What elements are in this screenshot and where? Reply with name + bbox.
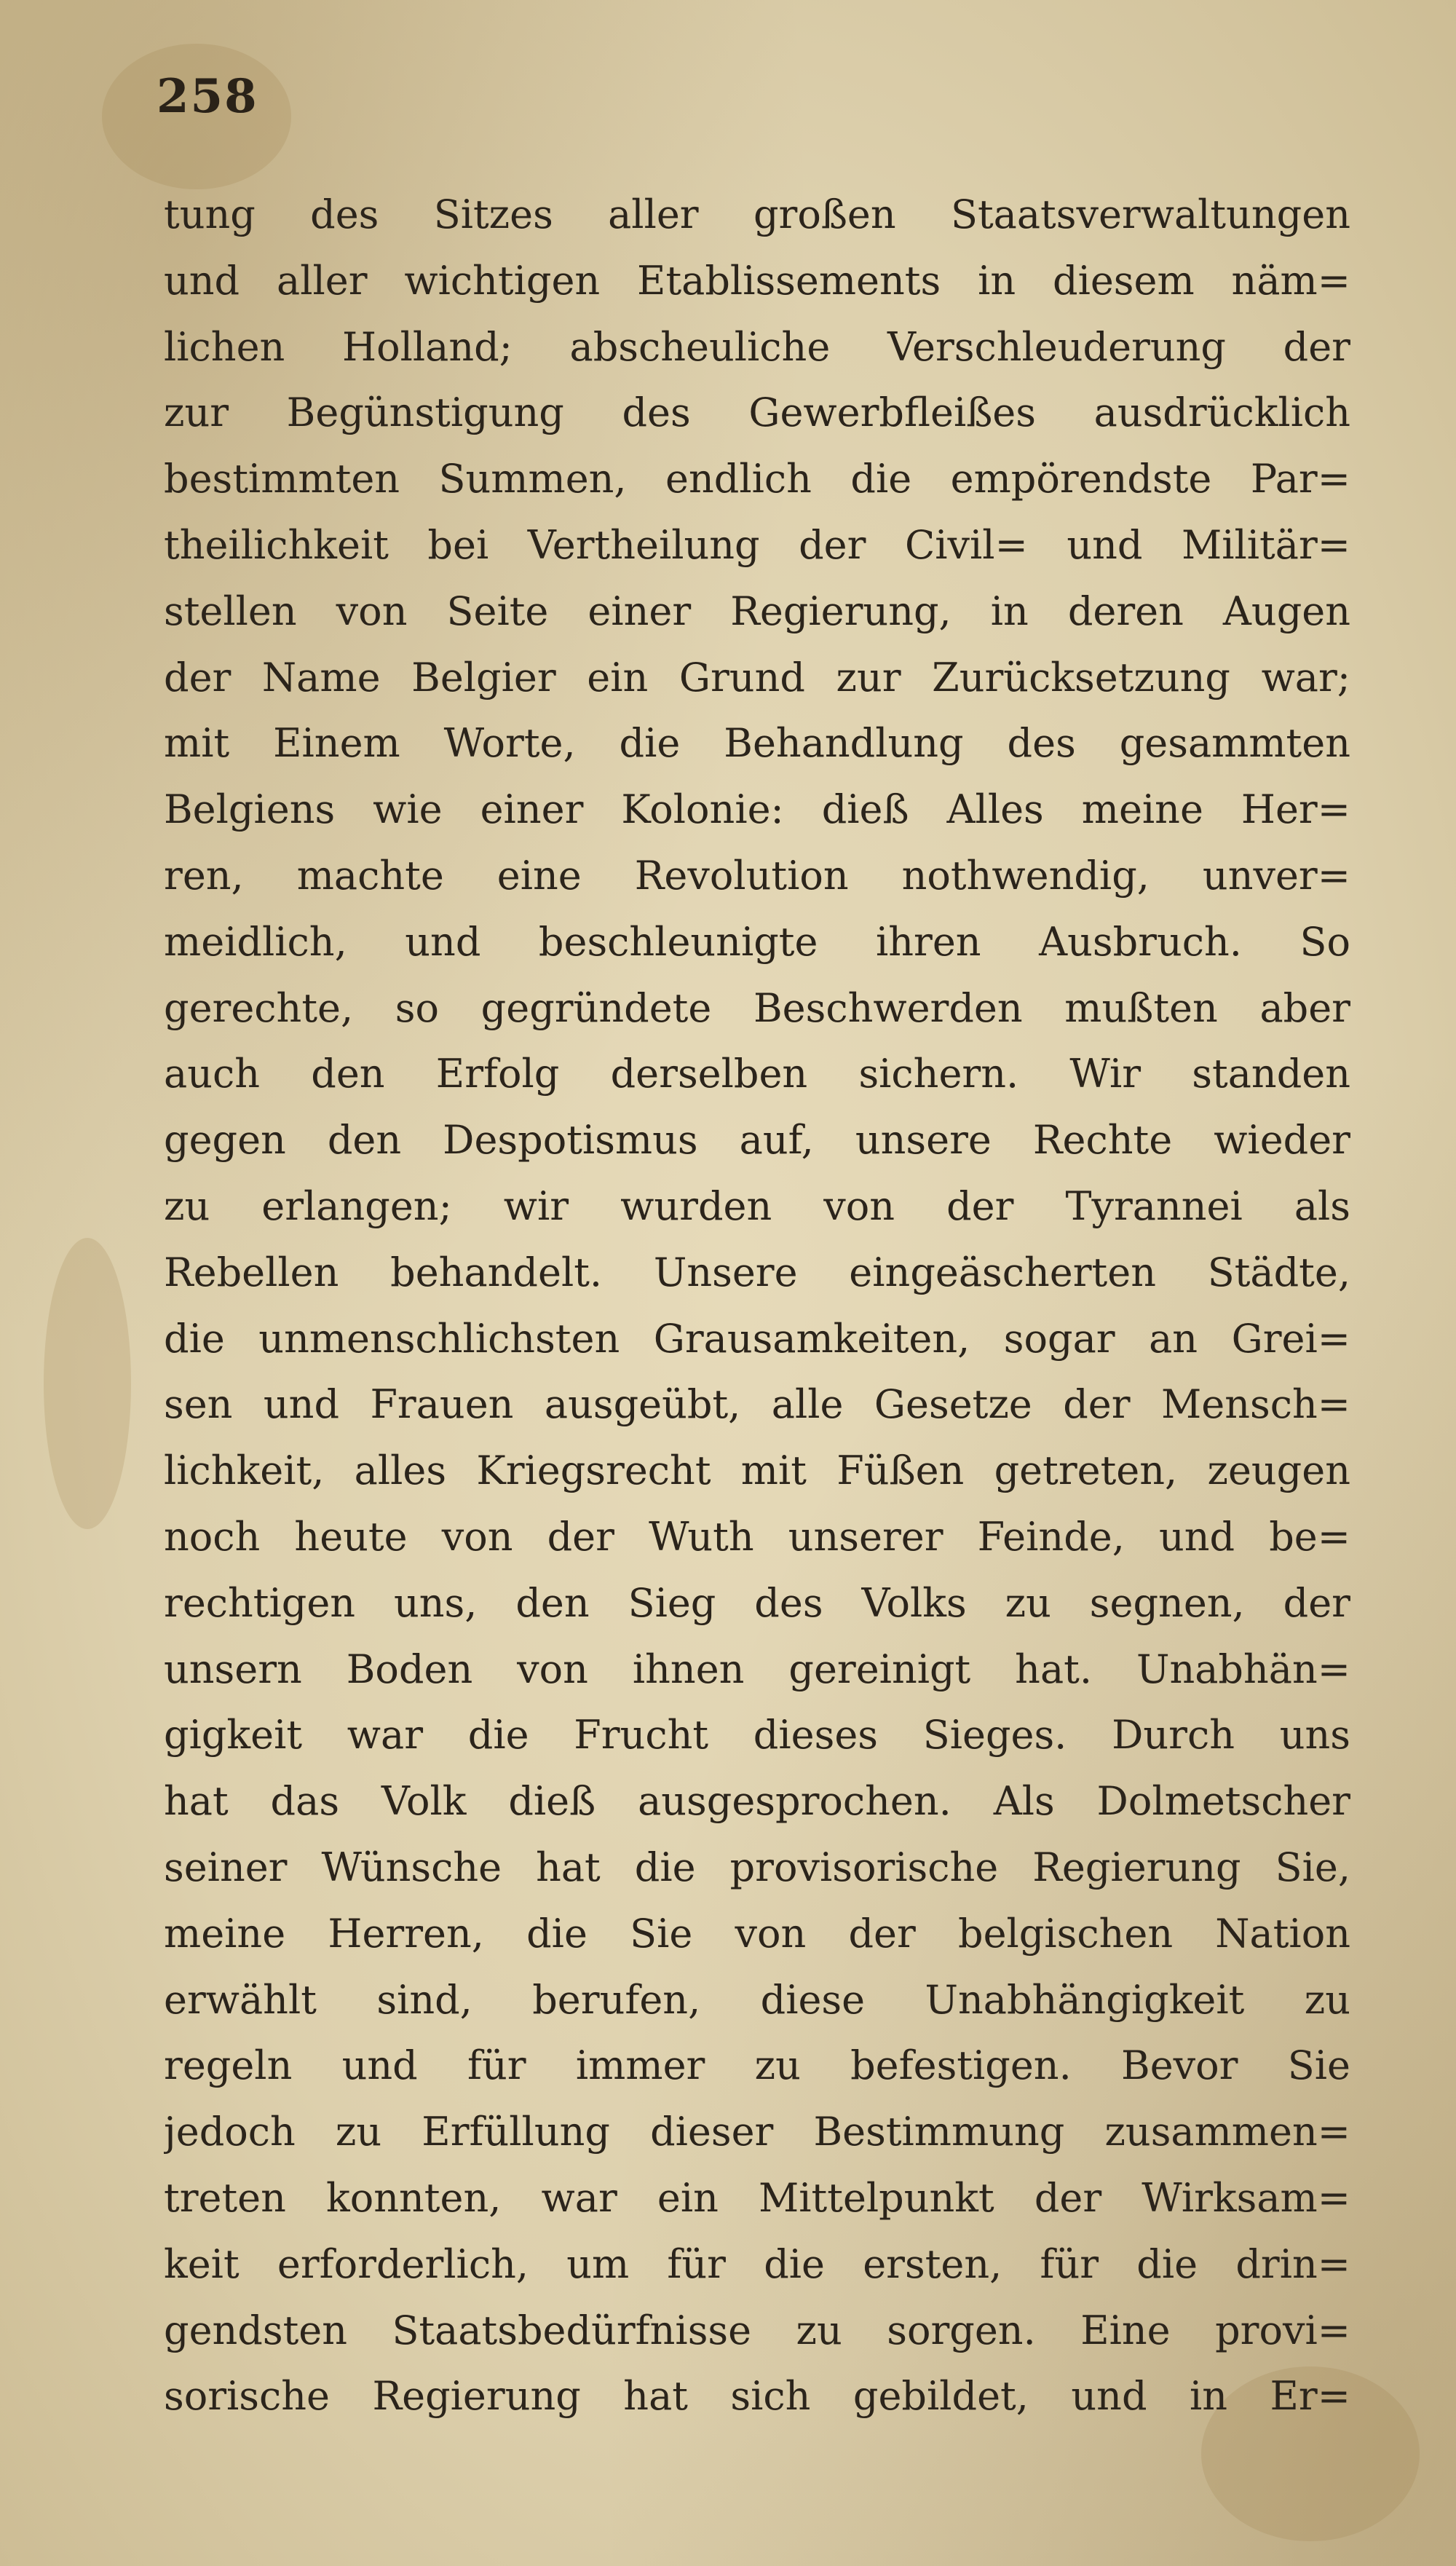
text-line: lichen Holland; abscheuliche Verschleuderung der [164, 323, 1350, 370]
text-line: hat das Volk dieß ausgesprochen. Als Dolmetscher [164, 1778, 1350, 1825]
paper-stain [44, 1238, 131, 1529]
text-line: zur Begünstigung des Gewerbfleißes ausdrücklich [164, 390, 1350, 436]
text-line: Belgiens wie einer Kolonie: dieß Alles meine Her= [164, 786, 1350, 833]
text-line: keit erforderlich, um für die ersten, für die drin= [164, 2241, 1350, 2287]
text-line: noch heute von der Wuth unserer Feinde, und be= [164, 1513, 1350, 1560]
text-line: und aller wichtigen Etablissements in diesem näm= [164, 257, 1350, 304]
text-line: erwählt sind, berufen, diese Unabhängigkeit zu [164, 1976, 1350, 2023]
text-line: rechtigen uns, den Sieg des Volks zu segnen, der [164, 1579, 1350, 1626]
text-line: theilichkeit bei Vertheilung der Civil= und Militär= [164, 521, 1350, 568]
body-text [164, 182, 1350, 2430]
text-line: unsern Boden von ihnen gereinigt hat. Unabhän= [164, 1646, 1350, 1692]
text-line: regeln und für immer zu befestigen. Bevor Sie [164, 2042, 1350, 2089]
text-line: gendsten Staatsbedürfnisse zu sorgen. Eine provi= [164, 2307, 1350, 2353]
text-line: jedoch zu Erfüllung dieser Bestimmung zusammen= [164, 2109, 1350, 2155]
text-line: meidlich, und beschleunigte ihren Ausbruch. So [164, 918, 1350, 965]
text-line: bestimmten Summen, endlich die empörendste Par= [164, 456, 1350, 502]
text-line: gigkeit war die Frucht dieses Sieges. Durch uns [164, 1712, 1350, 1758]
text-line: mit Einem Worte, die Behandlung des gesammten [164, 720, 1350, 767]
text-line: Rebellen behandelt. Unsere eingeäscherten Städte, [164, 1249, 1350, 1295]
text-line: tung des Sitzes aller großen Staatsverwaltungen [164, 192, 1350, 237]
text-line: seiner Wünsche hat die provisorische Regierung Sie, [164, 1844, 1350, 1890]
text-line: die unmenschlichsten Grausamkeiten, sogar an Grei= [164, 1315, 1350, 1362]
text-line: der Name Belgier ein Grund zur Zurücksetzung war; [164, 654, 1350, 700]
text-line: auch den Erfolg derselben sichern. Wir standen [164, 1051, 1350, 1097]
text-line: sorische Regierung hat sich gebildet, und in Er= [164, 2373, 1350, 2420]
text-line: ren, machte eine Revolution nothwendig, unver= [164, 852, 1350, 899]
text-line: zu erlangen; wir wurden von der Tyrannei als [164, 1183, 1350, 1229]
text-line: gerechte, so gegründete Beschwerden mußten aber [164, 984, 1350, 1031]
text-line: lichkeit, alles Kriegsrecht mit Füßen getreten, zeugen [164, 1448, 1350, 1494]
text-line: stellen von Seite einer Regierung, in deren Augen [164, 588, 1350, 634]
text-line: meine Herren, die Sie von der belgischen Nation [164, 1910, 1350, 1957]
text-line: treten konnten, war ein Mittelpunkt der Wirksam= [164, 2174, 1350, 2221]
text-line: sen und Frauen ausgeübt, alle Gesetze der Mensch= [164, 1381, 1350, 1428]
text-line: gegen den Despotismus auf, unsere Rechte wieder [164, 1117, 1350, 1164]
page-number: 258 [157, 69, 258, 124]
